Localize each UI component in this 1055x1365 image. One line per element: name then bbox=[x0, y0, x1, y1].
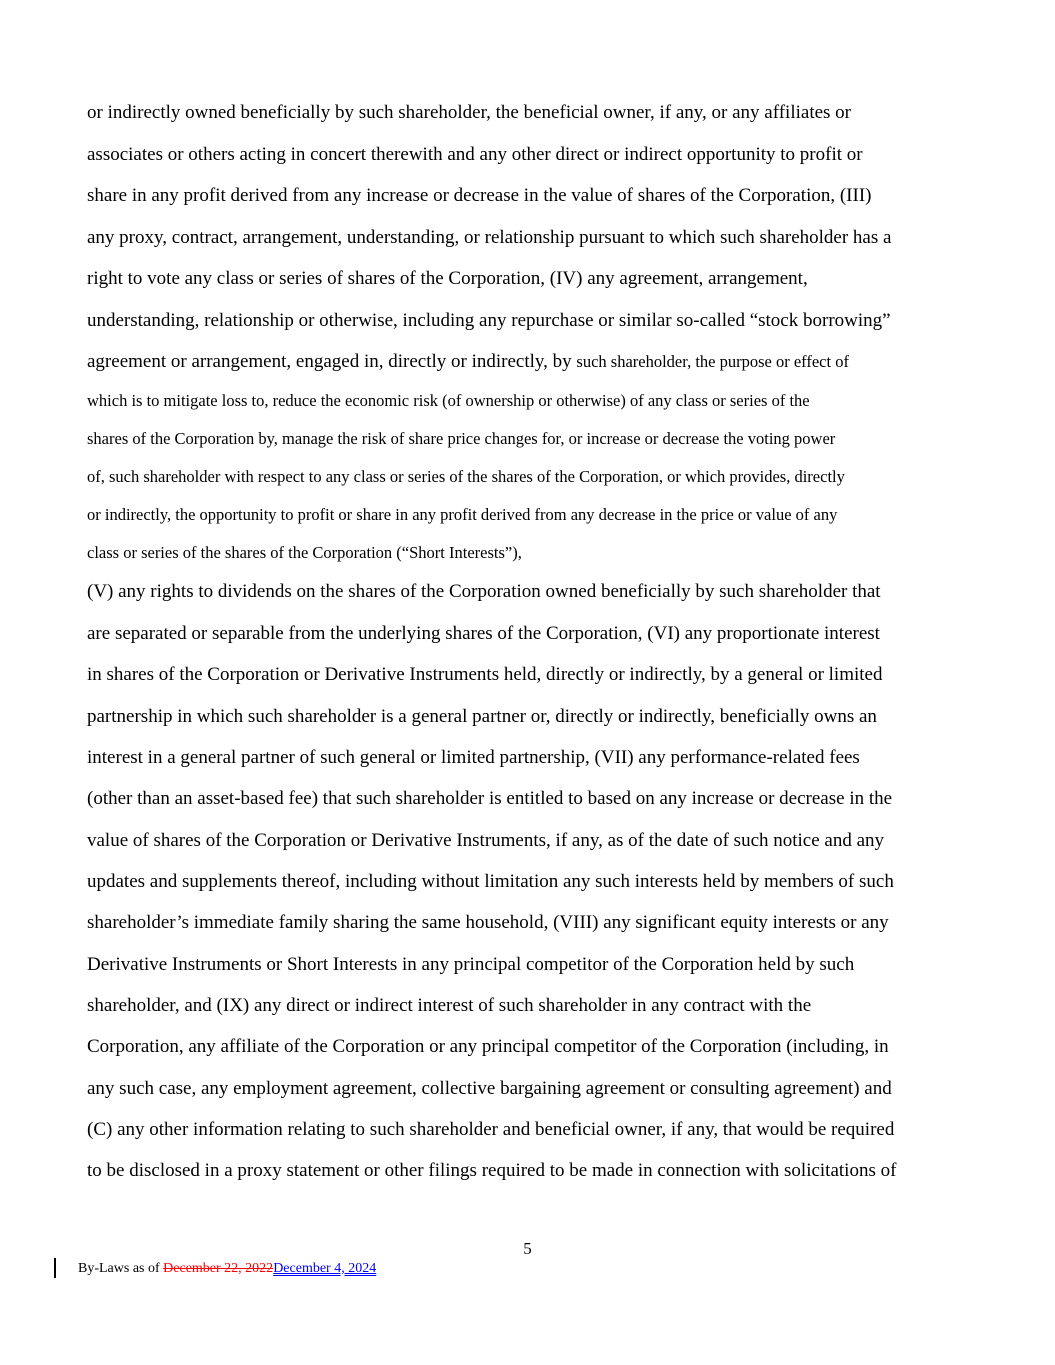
body-line-1: or indirectly owned beneficially by such shareholder, the beneficial owner, if any, or any affiliates or bbox=[87, 102, 851, 123]
body-small-line-4: or indirectly, the opportunity to profit or share in any profit derived from any decrease in the price or value of any bbox=[87, 505, 838, 524]
body-line-3: share in any profit derived from any increase or decrease in the value of shares of the Corporation, (III) bbox=[87, 185, 872, 206]
body-small-line-2: shares of the Corporation by, manage the risk of share price changes for, or increase or decrease the voting power bbox=[87, 429, 836, 448]
footer-deleted-date: December 22, 2022 bbox=[163, 1261, 274, 1276]
body-line-5: right to vote any class or series of shares of the Corporation, (IV) any agreement, arrangement, bbox=[87, 268, 808, 289]
body-line-22: to be disclosed in a proxy statement or other filings required to be made in connection with solicitations of bbox=[87, 1160, 897, 1181]
body-line-21: (C) any other information relating to such shareholder and beneficial owner, if any, that would be required bbox=[87, 1119, 895, 1140]
body-line-14: value of shares of the Corporation or Derivative Instruments, if any, as of the date of such notice and any bbox=[87, 830, 885, 851]
footer-prefix: By-Laws as of bbox=[78, 1261, 164, 1276]
body-line-9: are separated or separable from the underlying shares of the Corporation, (VI) any proportionate interest bbox=[87, 623, 880, 644]
body-line-2: associates or others acting in concert therewith and any other direct or indirect opportunity to profit or bbox=[87, 144, 863, 165]
body-small-line-5: class or series of the shares of the Corporation (“Short Interests”), bbox=[87, 543, 522, 562]
body-line-7-part-a: agreement or arrangement, engaged in, directly or indirectly, by bbox=[87, 351, 577, 372]
revision-change-bar bbox=[54, 1258, 56, 1278]
body-line-4: any proxy, contract, arrangement, understanding, or relationship pursuant to which such shareholder has a bbox=[87, 227, 892, 248]
footer bbox=[78, 1262, 376, 1276]
body-small-line-3: of, such shareholder with respect to any class or series of the shares of the Corporation, or which provides, directly bbox=[87, 467, 845, 486]
body-line-13: (other than an asset-based fee) that such shareholder is entitled to based on any increase or decrease in the bbox=[87, 788, 893, 809]
footer-inserted-date: December 4, 2024 bbox=[273, 1261, 377, 1276]
body-line-7-part-b: such shareholder, the purpose or effect of bbox=[576, 352, 849, 371]
body-line-17: Derivative Instruments or Short Interests in any principal competitor of the Corporation held by such bbox=[87, 954, 855, 975]
body-line-16: shareholder’s immediate family sharing the same household, (VIII) any significant equity interests or any bbox=[87, 912, 889, 933]
page-number: 5 bbox=[523, 1239, 532, 1258]
body-line-11: partnership in which such shareholder is a general partner or, directly or indirectly, beneficially owns an bbox=[87, 706, 877, 727]
body-line-19: Corporation, any affiliate of the Corporation or any principal competitor of the Corporation (including, in bbox=[87, 1036, 889, 1057]
body-small-line-1: which is to mitigate loss to, reduce the economic risk (of ownership or otherwise) of any class or series of the bbox=[87, 391, 810, 410]
body-line-8: (V) any rights to dividends on the shares of the Corporation owned beneficially by such shareholder that bbox=[87, 581, 881, 602]
body-line-20: any such case, any employment agreement, collective bargaining agreement or consulting agreement) and bbox=[87, 1078, 892, 1099]
body-line-12: interest in a general partner of such general or limited partnership, (VII) any performance-related fees bbox=[87, 747, 860, 768]
body-line-10: in shares of the Corporation or Derivative Instruments held, directly or indirectly, by a general or limited bbox=[87, 664, 883, 685]
body-line-6: understanding, relationship or otherwise, including any repurchase or similar so-called “stock borrowing” bbox=[87, 310, 891, 331]
body-line-7 bbox=[87, 352, 849, 371]
body-line-18: shareholder, and (IX) any direct or indirect interest of such shareholder in any contract with the bbox=[87, 995, 812, 1016]
body-line-15: updates and supplements thereof, including without limitation any such interests held by members of such bbox=[87, 871, 894, 892]
